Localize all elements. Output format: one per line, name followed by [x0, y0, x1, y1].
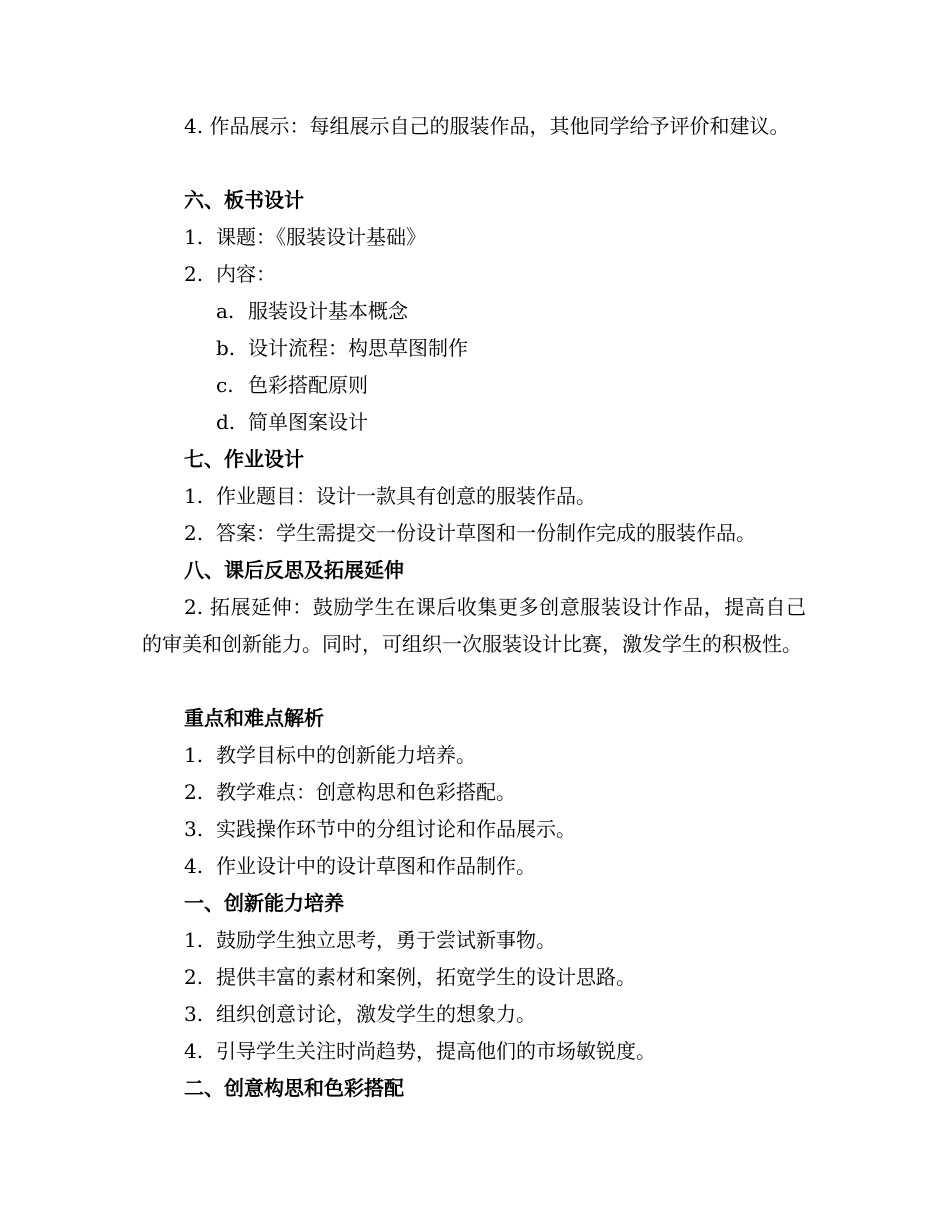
list-text: 作业题目：设计一款具有创意的服装作品。 — [216, 484, 596, 508]
list-number: 4. — [184, 1039, 204, 1063]
sub-list-text: 服装设计基本概念 — [248, 299, 408, 323]
sub-list-marker: d. — [216, 410, 236, 434]
list-item — [184, 959, 864, 996]
heading-homework-design: 七、作业设计 — [184, 447, 304, 471]
list-number: 1. — [184, 225, 204, 249]
list-text: 教学目标中的创新能力培养。 — [216, 743, 476, 767]
list-text: 实践操作环节中的分组讨论和作品展示。 — [216, 817, 576, 841]
list-item — [184, 478, 864, 515]
list-number: 3. — [184, 1002, 204, 1026]
list-item — [184, 811, 864, 848]
sub-list-item — [216, 293, 896, 330]
list-number: 2. — [184, 262, 204, 286]
list-text: 引导学生关注时尚趋势，提高他们的市场敏锐度。 — [216, 1039, 656, 1063]
list-text: 组织创意讨论，激发学生的想象力。 — [216, 1002, 536, 1026]
list-item — [184, 922, 864, 959]
sub-list-text: 设计流程：构思草图制作 — [248, 336, 468, 360]
list-item — [184, 737, 864, 774]
list-text: 内容： — [216, 262, 276, 286]
list-text: 提供丰富的素材和案例，拓宽学生的设计思路。 — [216, 965, 636, 989]
paragraph-item4-display: 4. 作品展示：每组展示自己的服装作品，其他同学给予评价和建议。 — [184, 114, 790, 138]
heading-creative-color: 二、创意构思和色彩搭配 — [184, 1076, 404, 1100]
heading-board-design: 六、板书设计 — [184, 188, 304, 212]
sub-list-item — [216, 330, 896, 367]
list-item — [184, 996, 864, 1033]
list-number: 2. — [184, 780, 204, 804]
list-number: 1. — [184, 928, 204, 952]
list-item — [184, 1033, 864, 1070]
sub-list-item — [216, 367, 896, 404]
sub-list-marker: a. — [216, 299, 235, 323]
sub-list-marker: c. — [216, 373, 234, 397]
list-text: 答案：学生需提交一份设计草图和一份制作完成的服装作品。 — [216, 521, 756, 545]
paragraph-extension: 2. 拓展延伸：鼓励学生在课后收集更多创意服装设计作品，提高自己的审美和创新能力。同时，可组织一次服装设计比赛，激发学生的积极性。 — [142, 595, 806, 656]
sub-list-marker: b. — [216, 336, 236, 360]
heading-reflection: 八、课后反思及拓展延伸 — [184, 558, 404, 582]
sub-list-text: 简单图案设计 — [248, 410, 368, 434]
list-number: 2. — [184, 965, 204, 989]
list-number: 2. — [184, 521, 204, 545]
heading-key-points: 重点和难点解析 — [184, 706, 324, 730]
list-number: 3. — [184, 817, 204, 841]
list-text: 作业设计中的设计草图和作品制作。 — [216, 854, 536, 878]
sub-list-text: 色彩搭配原则 — [248, 373, 368, 397]
sub-list-item — [216, 404, 896, 441]
list-item — [184, 515, 864, 552]
list-item — [184, 848, 864, 885]
list-item — [184, 256, 864, 293]
list-text: 教学难点：创意构思和色彩搭配。 — [216, 780, 516, 804]
list-number: 1. — [184, 743, 204, 767]
list-item — [184, 219, 864, 256]
list-item — [184, 774, 864, 811]
heading-innovation: 一、创新能力培养 — [184, 891, 344, 915]
list-number: 1. — [184, 484, 204, 508]
list-text: 鼓励学生独立思考，勇于尝试新事物。 — [216, 928, 556, 952]
list-number: 4. — [184, 854, 204, 878]
list-text: 课题：《服装设计基础》 — [216, 225, 426, 249]
